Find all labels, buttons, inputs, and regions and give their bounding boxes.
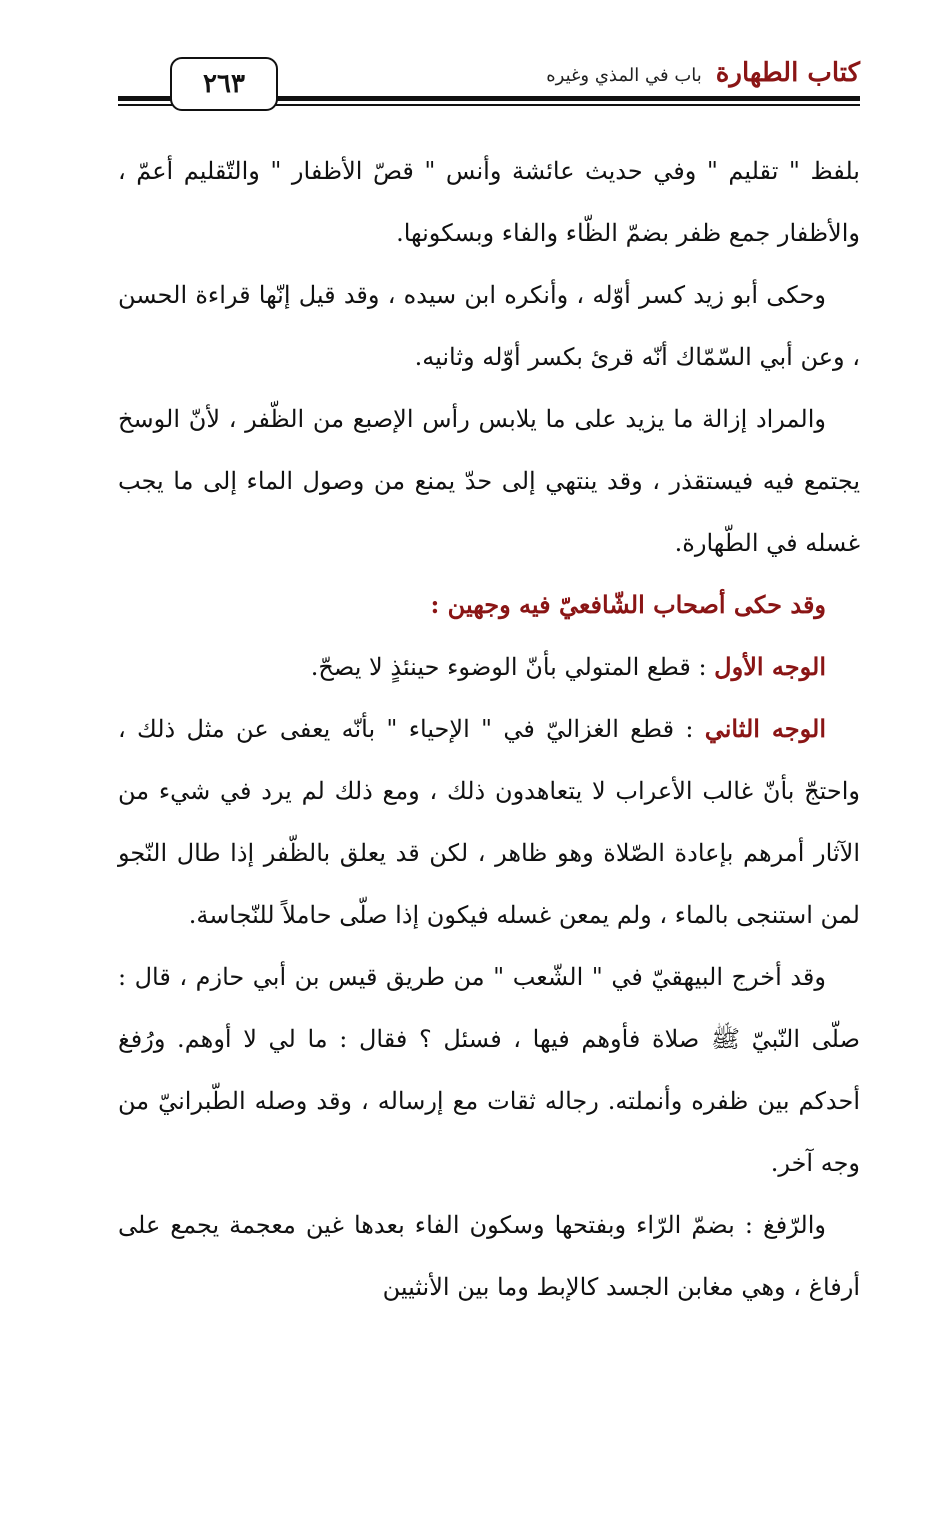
second-view-label: الوجه الثاني xyxy=(704,714,827,743)
first-view-label: الوجه الأول xyxy=(714,652,826,681)
book-title: كتاب الطهارة xyxy=(715,58,860,88)
paragraph-pronunciation: وحكى أبو زيد كسر أوّله ، وأنكره ابن سيده ، وقد قيل إنّها قراءة الحسن ، وعن أبي السّمّاك أنّه قرئ بكسر أوّله وثانيه. xyxy=(118,281,860,371)
section-heading: وقد حكى أصحاب الشّافعيّ فيه وجهين : xyxy=(430,590,826,619)
paragraph-nails-definition: بلفظ " تقليم " وفي حديث عائشة وأنس " قصّ الأظفار " والتّقليم أعمّ ، والأظفار جمع ظفر بضمّ الظّاء والفاء وبسكونها. xyxy=(118,157,860,247)
page-header xyxy=(118,52,860,112)
page-body xyxy=(118,140,860,1318)
second-view-text: : قطع الغزاليّ في " الإحياء " بأنّه يعفى عن مثل ذلك ، واحتجّ بأنّ غالب الأعراب لا يتعاهدون ذلك ، ومع ذلك لم يرد في شيء من الآثار أمرهم بإعادة الصّلاة وهو ظاهر ، لكن قد يعلق بالظّفر إذا طال النّجو لمن استنجى بالماء ، ولم يمعن غسله فيكون إذا صلّى حاملاً للنّجاسة. xyxy=(118,715,860,929)
paragraph-second-view xyxy=(118,698,860,946)
chapter-title: باب في المذي وغيره xyxy=(546,65,702,86)
paragraph-bayhaqi: وقد أخرج البيهقيّ في " الشّعب " من طريق قيس بن أبي حازم ، قال : صلّى النّبيّ ﷺ صلاة فأوهم فيها ، فسئل ؟ فقال : ما لي لا أوهم. ورُفغ أحدكم بين ظفره وأنملته. رجاله ثقات مع إرساله ، وقد وصله الطّبرانيّ من وجه آخر. xyxy=(118,963,860,1177)
paragraph-first-view xyxy=(118,636,860,698)
running-title xyxy=(546,58,860,88)
page-number: ٢٦٣ xyxy=(170,57,278,111)
paragraph-rufgh: والرّفغ : بضمّ الرّاء وبفتحها وسكون الفاء بعدها غين معجمة يجمع على أرفاغ ، وهي مغابن الجسد كالإبط وما بين الأنثيين xyxy=(118,1211,860,1301)
first-view-text: : قطع المتولي بأنّ الوضوء حينئذٍ لا يصحّ. xyxy=(310,653,715,681)
paragraph-meaning: والمراد إزالة ما يزيد على ما يلابس رأس الإصبع من الظّفر ، لأنّ الوسخ يجتمع فيه فيستقذر ، وقد ينتهي إلى حدّ يمنع من وصول الماء إلى ما يجب غسله في الطّهارة. xyxy=(118,405,860,557)
